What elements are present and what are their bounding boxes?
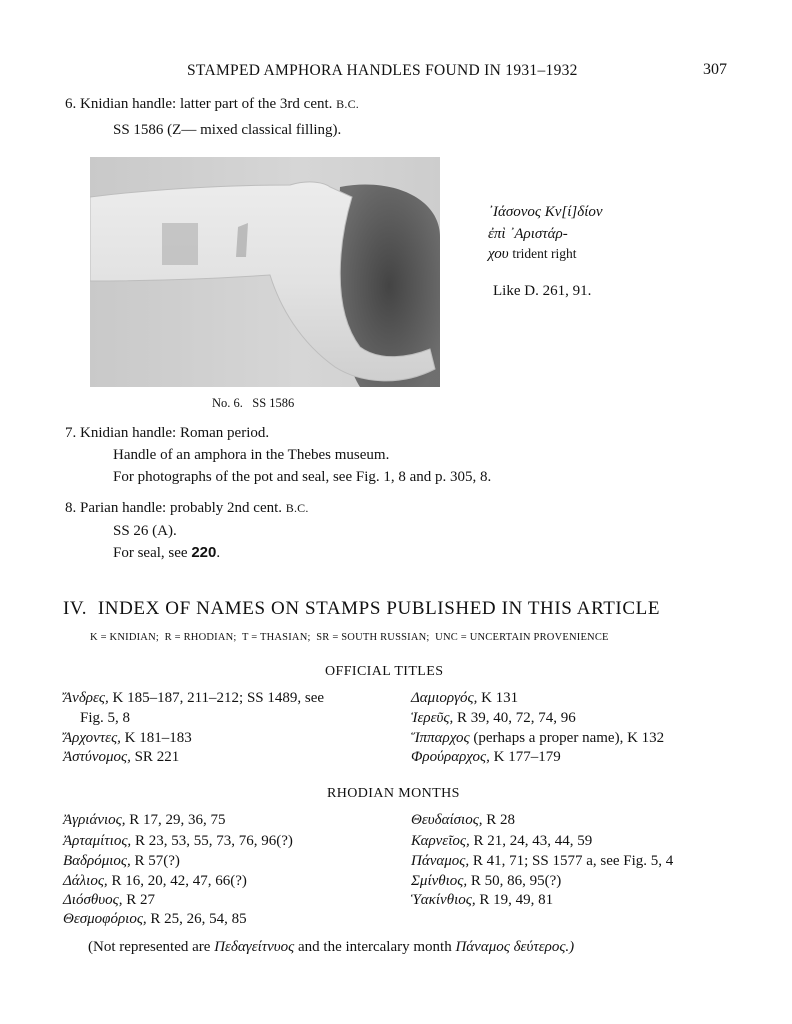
index-entry: Ἀστύνομος, SR 221	[63, 749, 180, 765]
index-entry: Πάναμος, R 41, 71; SS 1577 a, see Fig. 5, 4	[411, 853, 674, 869]
entry-title: Parian handle: probably 2nd cent.	[80, 500, 283, 516]
seal-suffix: .	[216, 545, 221, 561]
index-entry-continuation: Fig. 5, 8	[80, 710, 131, 726]
era-label: B.C.	[285, 501, 309, 515]
inscription-line-3	[488, 246, 577, 263]
era-label: B.C.	[336, 97, 359, 111]
entry-6-heading	[65, 96, 359, 113]
entry-number: 6.	[65, 96, 77, 112]
official-titles-heading: OFFICIAL TITLES	[325, 664, 444, 679]
index-entry: Σμίνθιος, R 50, 86, 95(?)	[411, 873, 562, 889]
index-entry: Ἱερεῦς, R 39, 40, 72, 74, 96	[411, 710, 576, 726]
entry-8-seal-line	[113, 544, 220, 562]
index-entry: Ἀγριάνιος, R 17, 29, 36, 75	[63, 812, 226, 828]
seal-reference: 220	[191, 544, 217, 561]
inscription-note: trident right	[512, 246, 577, 261]
index-entry: Ἄρχοντες, K 181–183	[63, 730, 192, 746]
index-entry: Ἵππαρχος (perhaps a proper name), K 132	[411, 730, 665, 746]
running-head: STAMPED AMPHORA HANDLES FOUND IN 1931–1932	[187, 62, 578, 79]
index-entry: Διόσθυος, R 27	[63, 892, 155, 908]
inscription-greek: χου	[488, 246, 509, 262]
rhodian-months-heading: RHODIAN MONTHS	[327, 786, 460, 801]
amphora-handle-image	[90, 157, 440, 387]
section-heading: IV. INDEX OF NAMES ON STAMPS PUBLISHED IN THIS ARTICLE	[63, 598, 661, 619]
index-entry: Ἄνδρες, K 185–187, 211–212; SS 1489, see	[63, 690, 325, 706]
index-entry: Φρούραρχος, K 177–179	[411, 749, 561, 765]
index-entry: Θεσμοφόριος, R 25, 26, 54, 85	[63, 911, 247, 927]
index-entry: Θευδαίσιος, R 28	[411, 812, 516, 828]
index-entry: Δαμιοργός, K 131	[411, 690, 519, 706]
entry-title: Knidian handle: Roman period.	[80, 425, 270, 441]
abbreviation-key: K = KNIDIAN; R = RHODIAN; T = THASIAN; SR = SOUTH RUSSIAN; UNC = UNCERTAIN PROVENIENCE	[90, 632, 609, 643]
page-number: 307	[703, 61, 727, 78]
entry-6-line: SS 1586 (Z— mixed classical filling).	[113, 122, 342, 138]
seal-prefix: For seal, see	[113, 545, 188, 561]
figure-caption: No. 6. SS 1586	[212, 396, 295, 410]
index-entry: Δάλιος, R 16, 20, 42, 47, 66(?)	[63, 873, 247, 889]
months-footnote: (Not represented are Πεδαγείτνυος and the intercalary month Πάναμος δεύτερος.)	[88, 939, 575, 955]
amphora-handle-photo	[90, 157, 440, 387]
entry-7-line-2: For photographs of the pot and seal, see Fig. 1, 8 and p. 305, 8.	[113, 469, 492, 485]
entry-number: 7.	[65, 425, 77, 441]
inscription-line-2: ἐπὶ ᾿Αριστάρ-	[488, 226, 568, 242]
entry-number: 8.	[65, 500, 77, 516]
entry-8-heading	[65, 500, 309, 517]
index-entry: Βαδρόμιος, R 57(?)	[63, 853, 180, 869]
entry-title: Knidian handle: latter part of the 3rd cent.	[80, 96, 333, 112]
entry-7-line-1: Handle of an amphora in the Thebes museum.	[113, 447, 390, 463]
inscription-line-1: ᾿Ιάσονος Κν[ί]δίον	[488, 204, 603, 220]
entry-8-line-1: SS 26 (A).	[113, 523, 177, 539]
index-entry: Καρνεῖος, R 21, 24, 43, 44, 59	[411, 833, 593, 849]
entry-7-heading	[65, 425, 269, 442]
comparison-reference: Like D. 261, 91.	[493, 283, 592, 299]
index-entry: Ὑακίνθιος, R 19, 49, 81	[411, 892, 554, 908]
index-entry: Ἀρταμίτιος, R 23, 53, 55, 73, 76, 96(?)	[63, 833, 293, 849]
